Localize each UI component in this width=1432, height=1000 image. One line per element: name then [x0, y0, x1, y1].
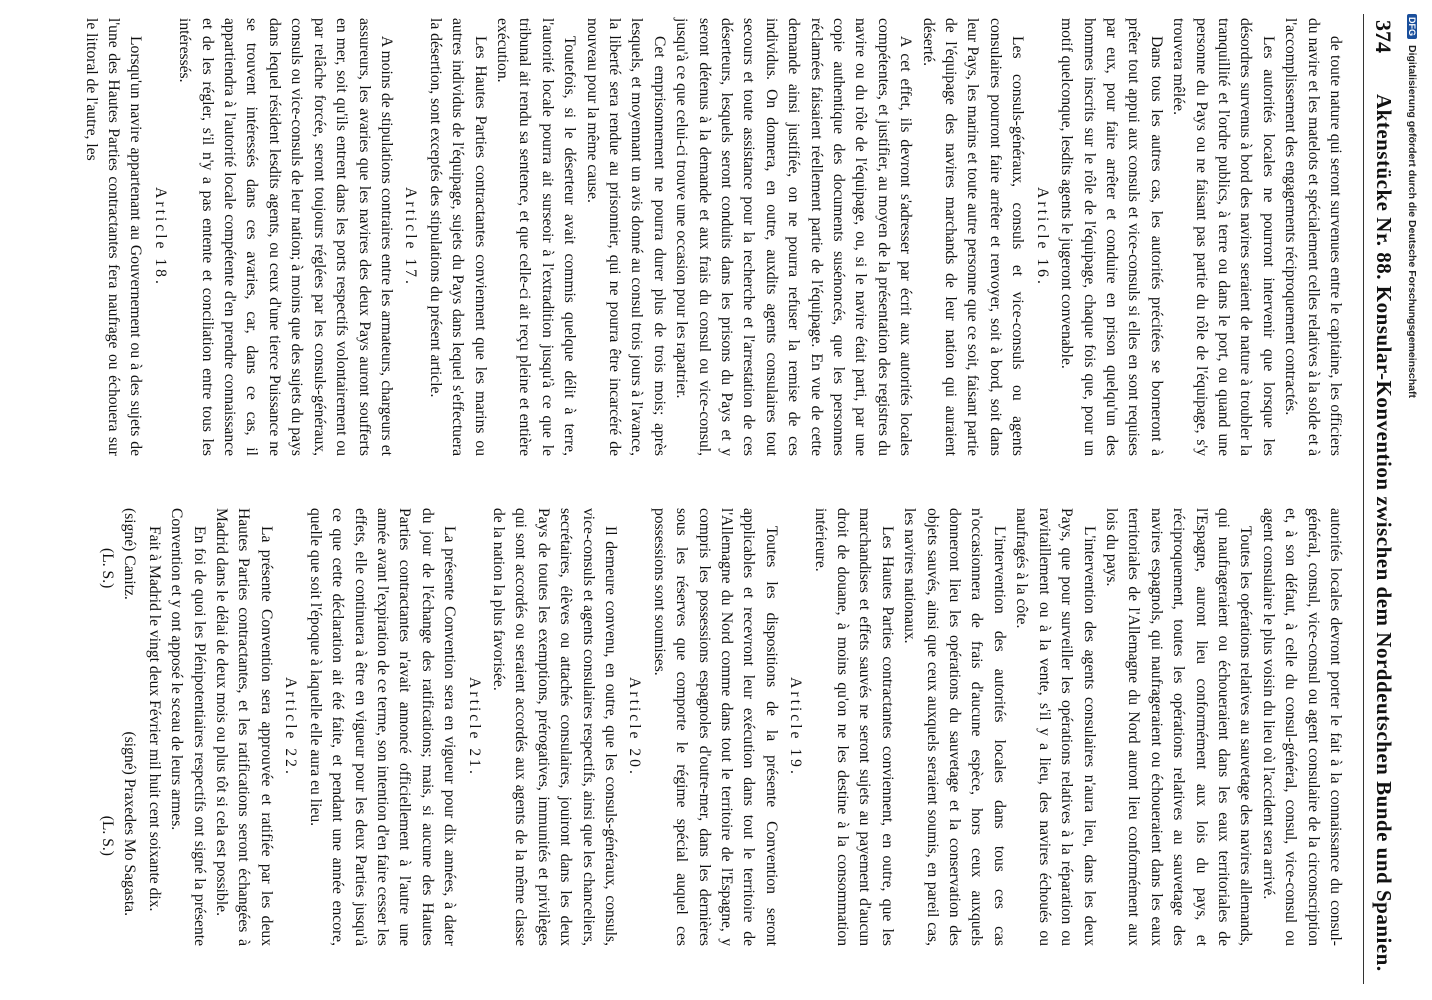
paragraph: Cet emprisonnement ne pourra durer plus de trois mois; après lesquels, et moyennant un avis donné au consul trois jours à l'avance, la liberté sera rendue au prisonnier, qui ne pourra être incarcéré de nouveau pour la même cause. [583, 18, 668, 456]
seal-right: (L. S.) [99, 815, 117, 856]
page-number: 374 [1371, 20, 1396, 53]
paragraph: L'intervention des agents consulaires n'aura lieu, dans les deux Pays, que pour surveiller les opérations relatives à la réparation ou ravitaillement ou à la vente, s'il y a lieu, des navires échoués ou naufragés à la côte. [1013, 508, 1098, 946]
running-title: Aktenstücke Nr. 88. Konsular-Konvention zwischen dem Norddeutschen Bunde und Spanien. [1372, 94, 1396, 972]
paragraph: Les consuls-généraux, consuls et vice-consuls ou agents consulaires pourront faire arrêter et renvoyer, soit à bord, soit dans leur Pays, les marins et toute autre personne que ce soit, faisant partie de l'équipage des navires marchands de leur nation qui auraient déserté. [919, 18, 1027, 456]
paragraph: autorités locales devront porter le fait à la connaissance du consul-général, consul, vice-consul ou agent consulaire de la circonscription et, à son défaut, à celle du consul-général, consul, vice-consul ou agent consulaire le plus voisin du lieu où l'accident sera arrivé. [1259, 508, 1344, 946]
paragraph: A cet effet, ils devront s'adresser par écrit aux autorités locales compétentes, et justifier, au moyen de la présentation des registres du navire ou du rôle de l'équipage, ou, si le navire était parti, par une copie authentique des documents susénoncés, que les personnes réclamées faisaient réellement partie de l'équipage. En vue de cette demande ainsi justifiée, on ne pourra refuser la remise de ces individus. On donnera, en outre, auxdits agents consulaires tout secours et toute assistance pour la recherche et l'arrestation de ces déserteurs, lesquels seront conduits dans les prisons du Pays et y seront détenus à la demande et aux frais du consul ou vice-consul, jusqu'à ce que celui-ci trouve une occasion pour les rapatrier. [673, 18, 915, 456]
paragraph: Lorsqu'un navire appartenant au Gouvernement ou à des sujets de l'une des Hautes Parties contractantes fera naufrage ou échouera sur le littoral de l'autre, les [82, 18, 145, 456]
signatures [118, 508, 142, 946]
paragraph: Toutefois, si le déserteur avait commis quelque délit à terre, l'autorité locale pourra ait surseoir à l'extradition jusqu'à ce que le tribunal ait rendu sa sentence, et que celle-ci ait reçu pleine et entière exécution. [493, 18, 579, 456]
paragraph: Fait à Madrid le vingt deux Février mil huit cent soixante dix. [145, 526, 163, 912]
signature-right: (signé) Praxedes Mo Sagasta. [121, 731, 139, 916]
paragraph: A moins de stipulations contraires entre les armateurs, chargeurs et assureurs, les avaries que les navires des deux Pays auront soufferts en mer, soit qu'ils entrent dans les ports respectifs volontairement ou par relâche forcée, seront toujours réglées par les consuls-généraux, consuls ou vice-consuls de leur nation; à moins que des sujets du pays dans lequel résident lesdits agents, ou ceux d'une tierce Puissance ne se trouvent intéressés dans ces avaries, car, dans ce cas, il appartiendra à l'autorité locale compétente d'en prendre connaissance et de les régler, s'il n'y a pas entente et conciliation entre tous les intéressés. [176, 18, 395, 456]
seal-left: (L. S.) [99, 548, 117, 589]
header-rule [1363, 14, 1364, 984]
article-heading: Article 20. [626, 677, 644, 777]
paragraph: La présente Convention sera approuvée et ratifiée par les deux Hautes Parties contractantes, et les ratifications seront échangées à Madrid dans le délai de deux mois ou plus tôt si cela est possible. [213, 508, 275, 946]
dfg-logo-icon: DFG [1407, 14, 1417, 39]
article-heading: Article 18. [151, 187, 169, 287]
paragraph: Toutes les opérations relatives au sauvetage des navires allemands, qui naufrageraient ou échoueraient dans les eaux territoriales de l'Espagne, auront lieu conformément aux lois du pays, et réciproquement, toutes les opérations relatives au sauvetage des navires espagnols, qui naufrageraient ou échoueraient dans les eaux territoriales de l'Allemagne du Nord auront lieu conformément aux lois du pays. [1102, 508, 1255, 946]
article-heading: Article 19. [787, 677, 805, 777]
paragraph: Dans tous les autres cas, les autorités précitées se borneront à prêter tout appui aux consuls et vice-consuls si elles en sont requises par eux, pour faire arrêter et conduire en prison quelqu'un des hommes inscrits sur le rôle de l'équipage, chaque fois que, pour un motif quelconque, lesdits agents le jugeront convenable. [1058, 18, 1165, 456]
left-column [82, 18, 1346, 456]
credit-text: Digitalisierung gefördert durch die Deutsche Forschungsgemeinschaft [1406, 45, 1418, 398]
rotated-page-scan [68, 14, 1418, 984]
paragraph: Toutes les dispositions de la présente Convention seront applicables et recevront leur exécution dans tout le territoire de l'Allemagne du Nord comme dans tout le territoire de l'Espagne, y compris les possessions espagnoles d'outre-mer, dans les dernières sous les réserves que comporte le régime spécial auquel ces possessions sont soumises. [650, 508, 780, 946]
article-heading: Article 16. [1033, 187, 1051, 287]
signature-left: (signé) Canitz. [121, 508, 139, 600]
digitization-credit [1404, 14, 1418, 904]
right-column [99, 508, 1346, 946]
paragraph: En foi de quoi les Plénipotentiaires respectifs ont signé la présente Convention et y ont apposé le sceau de leurs armes. [168, 508, 208, 946]
paragraph: La présente Convention sera en vigueur pour dix années, à dater du jour de l'échange des ratifications; mais, si aucune des Hautes Parties contractantes n'avait annoncé officiellement à l'autre une année avant l'expiration de ce terme, son intention d'en faire cesser les effets, elle continuera à être en vigueur pour les deux Parties jusqu'à ce que cette déclaration ait été faite, et pendant une année encore, quelle que soit l'époque à laquelle elle aura eu lieu. [306, 508, 459, 946]
article-heading: Article 21. [465, 677, 483, 777]
paragraph: Les autorités locales ne pourront intervenir que lorsque les désordres survenus à bord des navires seraient de nature à troubler la tranquillité et l'ordre publics, à terre ou dans le port, ou quand une personne du Pays ou ne faisant pas partie du rôle de l'équipage, s'y trouvera mêlée. [1170, 18, 1277, 456]
paragraph: Les Hautes Parties contractantes conviennent, en outre, que les marchandises et effets sauvés ne seront sujets au payement d'aucun droit de douane, à moins qu'on ne les destine à la consommation intérieure. [811, 508, 896, 946]
paragraph: de toute nature qui seront survenues entre le capitaine, les officiers du navire et les matelots et spécialement celles relatives à la solde et à l'accomplissement des engagements réciproquement contractés. [1282, 18, 1344, 456]
article-heading: Article 22. [282, 677, 300, 777]
seals [96, 508, 118, 946]
paragraph: Les Hautes Parties contractantes conviennent que les marins ou autres individus de l'équipage, sujets du Pays dans lequel s'effectuera la désertion, sont exceptés des stipulations du présent article. [426, 18, 489, 456]
article-heading: Article 17. [402, 187, 420, 287]
paragraph: L'intervention des autorités locales dans tous ces cas n'occasionnera de frais d'aucune espèce, hors ceux auxquels donneront lieu les opérations du sauvetage et la conservation des objets sauvés, ainsi que ceux auxquels seraient soumis, en pareil cas, les navires nationaux. [901, 508, 1008, 946]
page-header [1360, 14, 1400, 984]
paragraph: Il demeure convenu, en outre, que les consuls-généraux, consuls, vice-consuls et agents consulaires respectifs, ainsi que les chanceliers, secrétaires, élèves ou attachés consulaires, jouiront dans les deux Pays de toutes les exemptions, prérogatives, immunités et privilèges qui sont accordés ou seraient accordés aux agents de la même classe de la nation la plus favorisée. [489, 508, 619, 946]
